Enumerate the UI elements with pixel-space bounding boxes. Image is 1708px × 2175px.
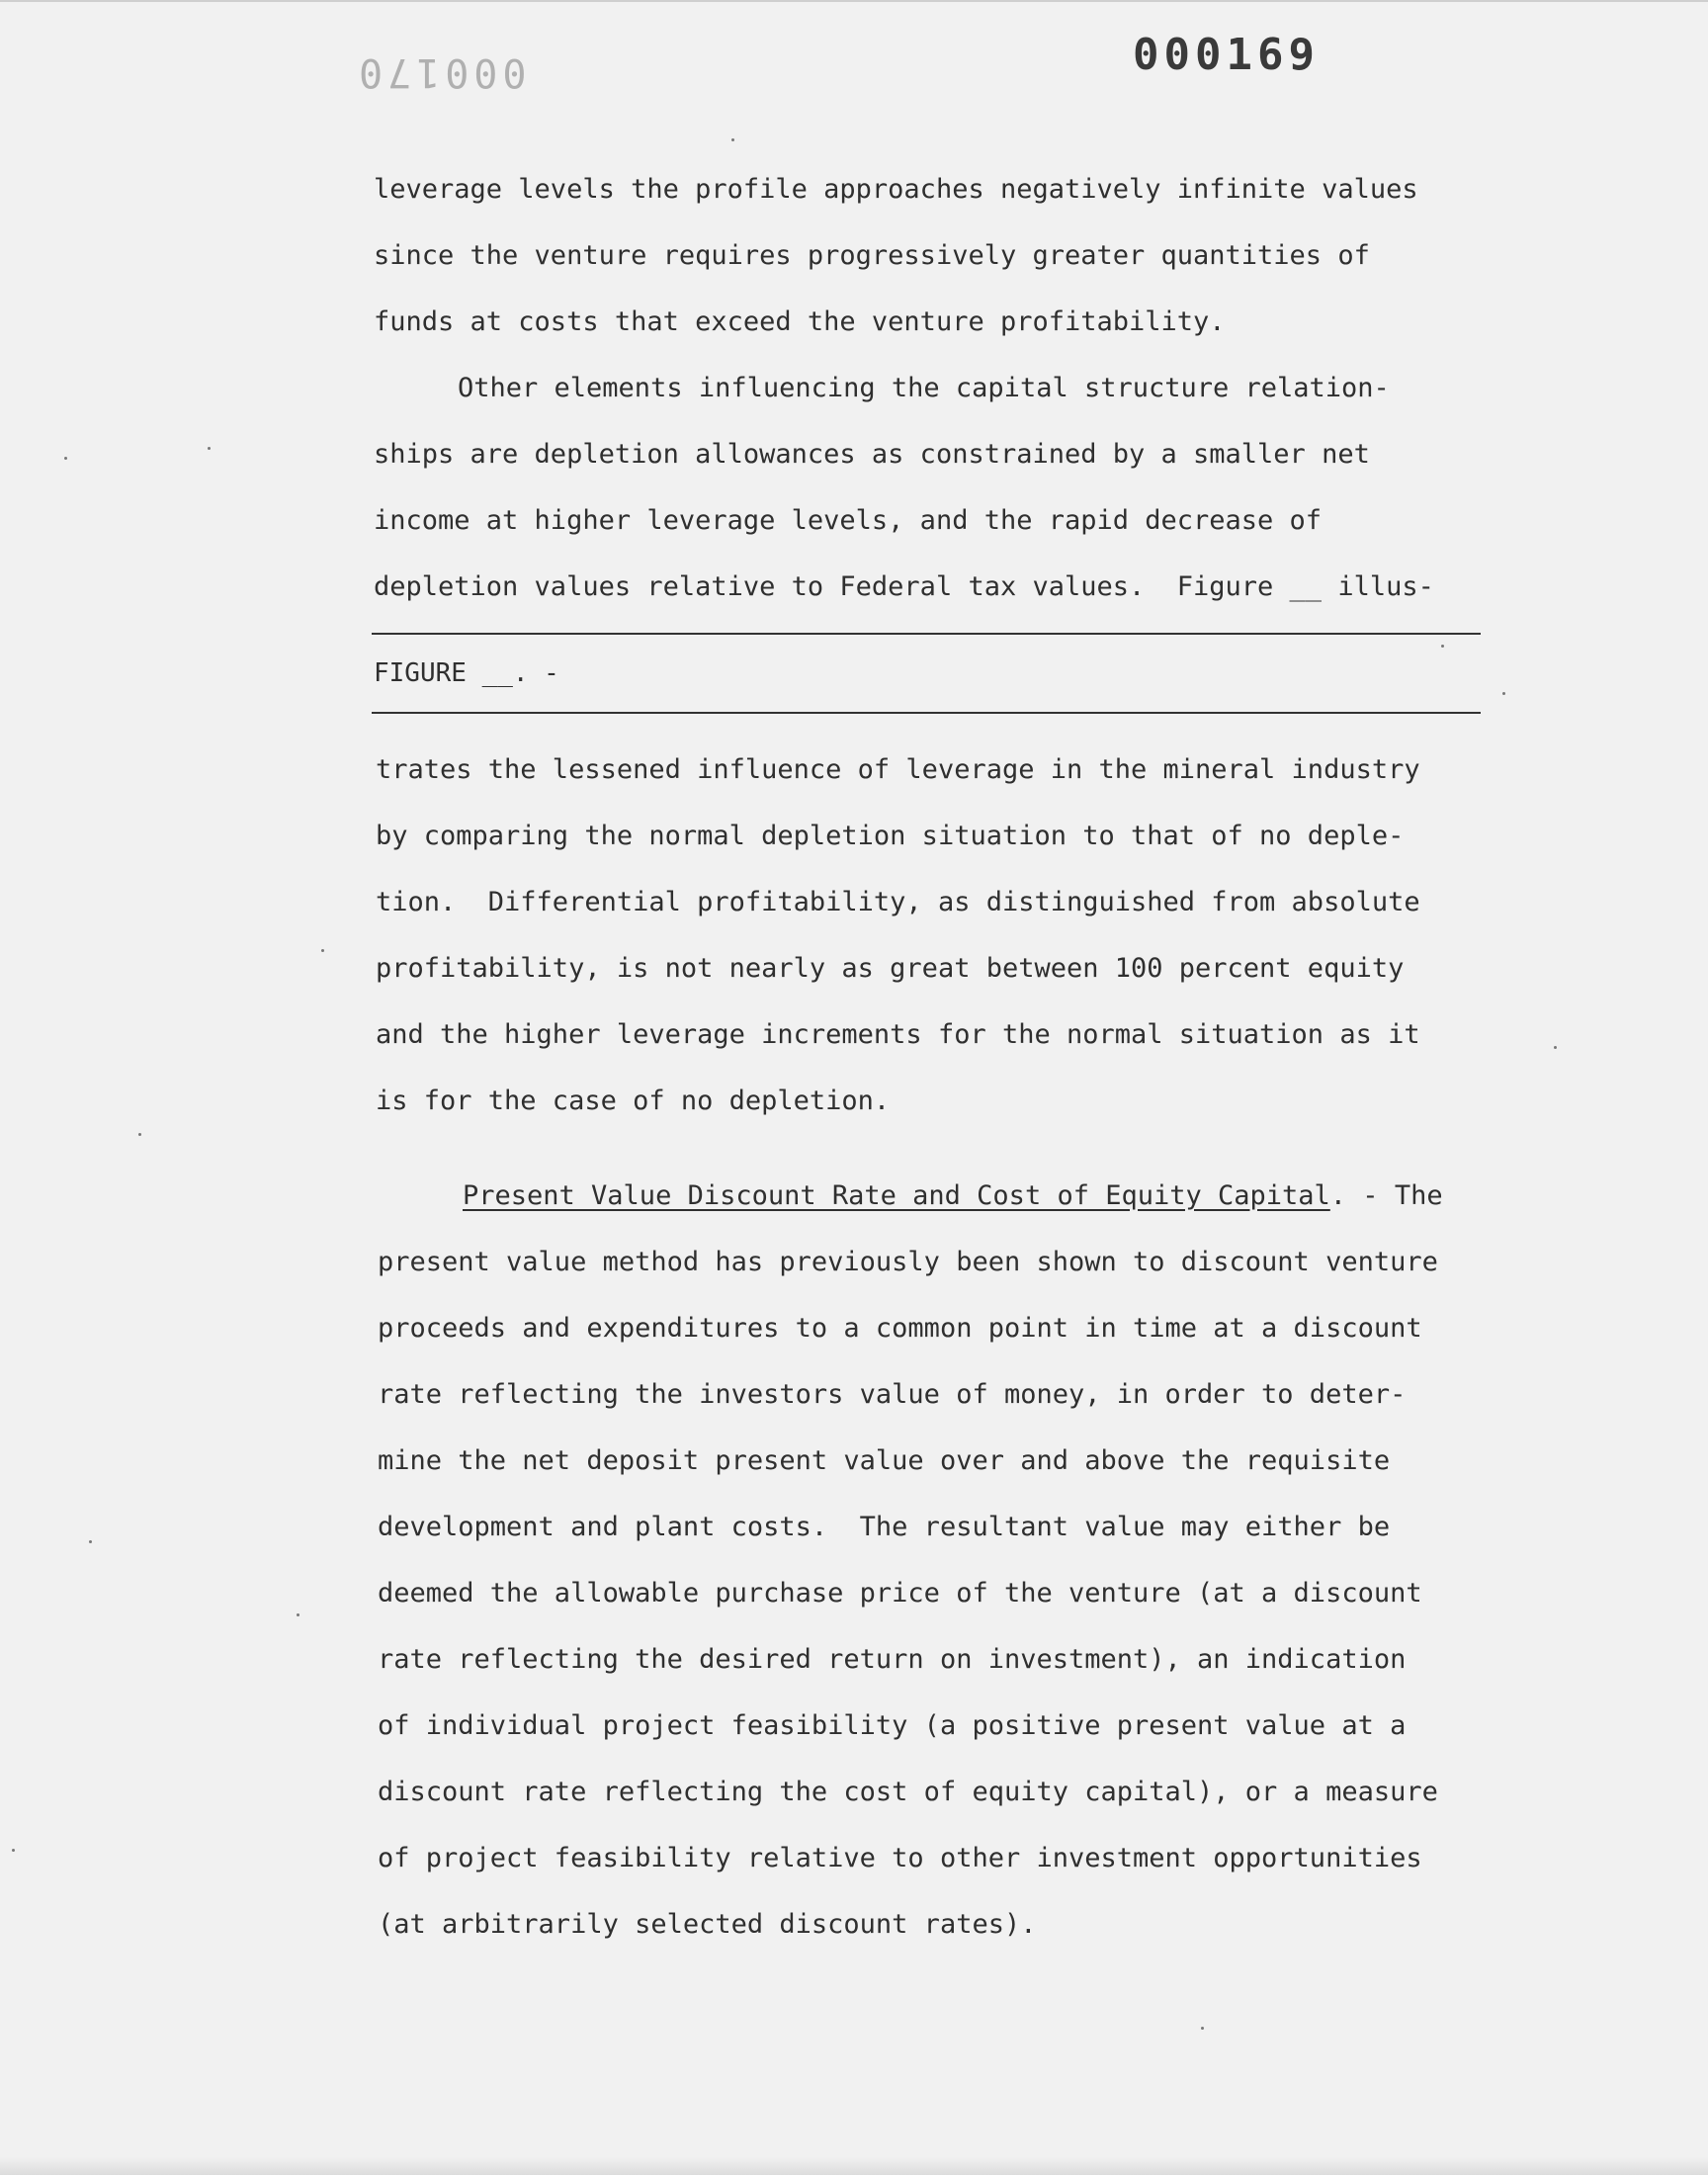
paragraph-3-line: is for the case of no depletion.: [376, 1086, 891, 1116]
scan-speck: [1554, 1046, 1557, 1049]
paragraph-2-line: ships are depletion allowances as constrained by a smaller net: [374, 439, 1370, 470]
scan-speck: [64, 457, 67, 460]
scan-speck: [1502, 692, 1505, 695]
scan-speck: [1441, 645, 1444, 648]
paragraph-1-line: leverage levels the profile approaches negatively infinite values: [374, 174, 1418, 205]
scan-speck: [138, 1133, 141, 1136]
section-heading-line: [463, 1180, 1443, 1211]
scan-speck: [12, 1849, 15, 1852]
section-heading: Present Value Discount Rate and Cost of Equity Capital: [463, 1180, 1330, 1211]
paragraph-4-line: discount rate reflecting the cost of equity capital), or a measure: [378, 1777, 1438, 1807]
paragraph-4-line: rate reflecting the investors value of money, in order to deter-: [378, 1379, 1407, 1410]
paragraph-2-line: Other elements influencing the capital structure relation-: [458, 373, 1390, 403]
figure-top-rule: [372, 633, 1481, 635]
figure-bottom-rule: [372, 712, 1481, 714]
scan-speck: [1201, 2027, 1204, 2030]
paragraph-4-line: of individual project feasibility (a positive present value at a: [378, 1710, 1407, 1741]
scan-bottom-edge: [0, 2157, 1708, 2175]
section-heading-suffix: . - The: [1329, 1180, 1443, 1211]
paragraph-3-line: by comparing the normal depletion situation to that of no deple-: [376, 821, 1405, 851]
paragraph-1-line: funds at costs that exceed the venture profitability.: [374, 306, 1226, 337]
paragraph-2-line: depletion values relative to Federal tax values. Figure __ illus-: [374, 571, 1434, 602]
paragraph-4-line: of project feasibility relative to other investment opportunities: [378, 1843, 1422, 1873]
paragraph-3-line: and the higher leverage increments for the normal situation as it: [376, 1019, 1420, 1050]
paragraph-3-line: profitability, is not nearly as great between 100 percent equity: [376, 953, 1405, 984]
scan-speck: [297, 1613, 299, 1616]
paragraph-4-line: development and plant costs. The resultant value may either be: [378, 1512, 1391, 1542]
paragraph-1-line: since the venture requires progressively greater quantities of: [374, 240, 1370, 271]
paragraph-4-line: mine the net deposit present value over and above the requisite: [378, 1445, 1391, 1476]
figure-caption: FIGURE __. -: [374, 658, 559, 688]
paragraph-4-line: (at arbitrarily selected discount rates).: [378, 1909, 1037, 1940]
paragraph-4-line: deemed the allowable purchase price of the venture (at a discount: [378, 1578, 1422, 1609]
scan-speck: [321, 949, 324, 952]
paragraph-4-line: rate reflecting the desired return on investment), an indication: [378, 1644, 1407, 1675]
paragraph-3-line: trates the lessened influence of leverage in the mineral industry: [376, 754, 1420, 785]
paragraph-4-line: proceeds and expenditures to a common point in time at a discount: [378, 1313, 1422, 1344]
paragraph-4-line: present value method has previously been shown to discount venture: [378, 1247, 1438, 1277]
scan-speck: [208, 447, 211, 450]
page-number-stamp: 000169: [1133, 30, 1320, 80]
scan-speck: [89, 1540, 92, 1543]
scan-speck: [731, 138, 734, 141]
paragraph-2-line: income at higher leverage levels, and the rapid decrease of: [374, 505, 1323, 536]
paragraph-3-line: tion. Differential profitability, as distinguished from absolute: [376, 887, 1420, 917]
faded-page-stamp: 000170: [354, 49, 527, 95]
